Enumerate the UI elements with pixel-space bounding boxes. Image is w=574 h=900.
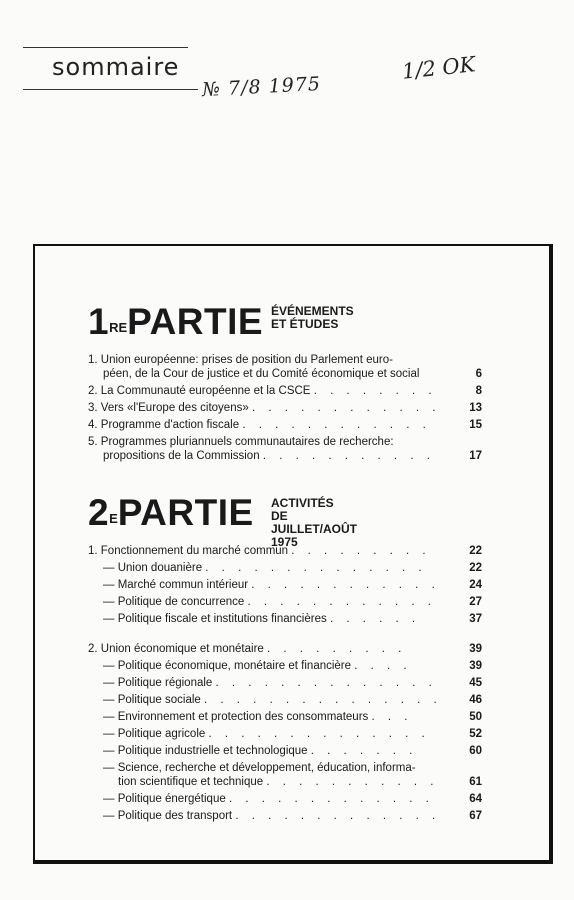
entry-text: — Politique agricole bbox=[103, 728, 206, 740]
page-number: 64 bbox=[469, 793, 482, 805]
leader-dots: . . . . . . . . . . . . . bbox=[235, 810, 441, 822]
entry-text: — Politique industrielle et technologique bbox=[103, 745, 308, 757]
bottom-rule bbox=[23, 89, 198, 90]
toc-subentry[interactable] bbox=[88, 693, 482, 707]
toc-entry[interactable] bbox=[88, 384, 482, 398]
entry-text: 4. Programme d'action fiscale bbox=[88, 419, 240, 431]
toc-subentry[interactable] bbox=[88, 744, 482, 758]
entry-text: — Science, recherche et développement, éducation, informa- bbox=[103, 762, 416, 774]
entry-text-cont: tion scientifique et technique bbox=[118, 776, 264, 788]
toc-subentry[interactable] bbox=[88, 710, 482, 724]
entry-text-cont: propositions de la Commission bbox=[103, 450, 260, 462]
part2-word: PARTIE bbox=[117, 492, 254, 533]
page-number: 37 bbox=[469, 613, 482, 625]
toc-subentry[interactable] bbox=[88, 676, 482, 690]
handwritten-note-right: 1/2 OK bbox=[400, 52, 477, 84]
entry-text-cont: péen, de la Cour de justice et du Comité économique et social bbox=[103, 368, 420, 380]
part2-number: 2 bbox=[88, 492, 110, 533]
toc-entry[interactable] bbox=[88, 435, 482, 463]
entry-text: 3. Vers «l'Europe des citoyens» bbox=[88, 402, 249, 414]
part2-subtitle-line1: ACTIVITÉS bbox=[271, 496, 334, 510]
toc-subentry[interactable] bbox=[88, 659, 482, 673]
part1-number: 1 bbox=[88, 301, 110, 342]
part1-subtitle bbox=[271, 305, 354, 331]
toc-entry[interactable] bbox=[88, 401, 482, 415]
entry-text: 1. Union européenne: prises de position du Parlement euro- bbox=[88, 354, 393, 366]
part1-superscript: RE bbox=[109, 320, 128, 335]
leader-dots: . . . . . . . bbox=[310, 745, 418, 757]
entry-text: — Politique fiscale et institutions financières bbox=[103, 613, 327, 625]
masthead-title: sommaire bbox=[52, 53, 180, 81]
part1-toc bbox=[88, 353, 482, 463]
page-number: 52 bbox=[469, 728, 482, 740]
leader-dots: . . . . . . . . . . . . . bbox=[228, 793, 434, 805]
page-number: 67 bbox=[469, 810, 482, 822]
leader-dots: . . . . . . . . . . . . bbox=[242, 419, 431, 431]
entry-text: — Politique sociale bbox=[103, 694, 201, 706]
leader-dots: . . . . . . bbox=[329, 613, 421, 625]
entry-text: 2. La Communauté européenne et la CSCE bbox=[88, 385, 311, 397]
part2-subtitle bbox=[271, 497, 357, 549]
leader-dots: . . . . . . . . . . . . . . . bbox=[204, 694, 442, 706]
page-number: 13 bbox=[469, 402, 482, 414]
entry-text: — Environnement et protection des consommateurs bbox=[103, 711, 369, 723]
page-number: 8 bbox=[475, 385, 482, 397]
page-number: 60 bbox=[469, 745, 482, 757]
part2-subtitle-line2: DE JUILLET/AOÛT 1975 bbox=[271, 509, 357, 549]
page-number: 17 bbox=[469, 450, 482, 462]
group-title: 2. Union économique et monétaire bbox=[88, 643, 264, 655]
toc-subentry[interactable] bbox=[88, 809, 482, 823]
page-number: 50 bbox=[469, 711, 482, 723]
leader-dots: . . . . . . . . . . . bbox=[266, 776, 439, 788]
leader-dots: . . . . . . . . . . . bbox=[262, 450, 435, 462]
leader-dots: . . . . . . . . . bbox=[267, 643, 407, 655]
part1-title bbox=[88, 303, 263, 340]
leader-dots: . . . . bbox=[354, 660, 412, 672]
page-number: 22 bbox=[469, 545, 482, 557]
leader-dots: . . . . . . . . . . . . . . bbox=[215, 677, 437, 689]
entry-text: — Politique de concurrence bbox=[103, 596, 245, 608]
toc-entry[interactable] bbox=[88, 418, 482, 432]
toc-subentry[interactable] bbox=[88, 595, 482, 609]
leader-dots: . . . . . . . . . . . . . . bbox=[208, 728, 430, 740]
group-title: 1. Fonctionnement du marché commun bbox=[88, 545, 289, 557]
toc-subentry[interactable] bbox=[88, 561, 482, 575]
leader-dots: . . . . . . . . . . . . bbox=[251, 579, 440, 591]
entry-text: — Politique régionale bbox=[103, 677, 213, 689]
toc-subentry[interactable] bbox=[88, 612, 482, 626]
toc-subentry[interactable] bbox=[88, 761, 482, 789]
top-rule bbox=[23, 47, 188, 48]
page-number: 39 bbox=[469, 643, 482, 655]
entry-text: — Politique énergétique bbox=[103, 793, 226, 805]
page-number: 39 bbox=[469, 660, 482, 672]
toc-entry[interactable] bbox=[88, 353, 482, 381]
leader-dots: . . . . . . . . . . . . bbox=[251, 402, 441, 414]
part2-superscript: E bbox=[109, 511, 118, 526]
page-number: 6 bbox=[475, 368, 482, 380]
page-number: 27 bbox=[469, 596, 482, 608]
page-number: 15 bbox=[469, 419, 482, 431]
page-number: 61 bbox=[469, 776, 482, 788]
entry-text: — Politique des transport bbox=[103, 810, 233, 822]
part1-subtitle-line1: ÉVÉNEMENTS bbox=[271, 304, 354, 318]
toc-group-title[interactable] bbox=[88, 544, 482, 558]
leader-dots: . . . . . . . . . . . . . . bbox=[205, 562, 427, 574]
entry-text: — Politique économique, monétaire et financière bbox=[103, 660, 352, 672]
page-number: 45 bbox=[469, 677, 482, 689]
leader-dots: . . . . . . . . . . . . bbox=[247, 596, 436, 608]
part1-word: PARTIE bbox=[127, 301, 264, 342]
part2-toc bbox=[88, 544, 482, 823]
toc-subentry[interactable] bbox=[88, 727, 482, 741]
toc-subentry[interactable] bbox=[88, 578, 482, 592]
page-number: 24 bbox=[469, 579, 482, 591]
entry-text: 5. Programmes pluriannuels communautaires de recherche: bbox=[88, 436, 394, 448]
toc-subentry[interactable] bbox=[88, 792, 482, 806]
leader-dots: . . . . . . . . bbox=[313, 385, 437, 397]
page-number: 22 bbox=[469, 562, 482, 574]
entry-text: — Marché commun intérieur bbox=[103, 579, 249, 591]
handwritten-note-left: № 7/8 1975 bbox=[201, 72, 322, 102]
page-number: 46 bbox=[469, 694, 482, 706]
entry-text: — Union douanière bbox=[103, 562, 203, 574]
leader-dots: . . . bbox=[371, 711, 413, 723]
leader-dots: . . . . . . . . . bbox=[291, 545, 431, 557]
toc-group-title[interactable] bbox=[88, 642, 482, 656]
part1-subtitle-line2: ET ÉTUDES bbox=[271, 317, 339, 331]
part2-title bbox=[88, 494, 254, 531]
